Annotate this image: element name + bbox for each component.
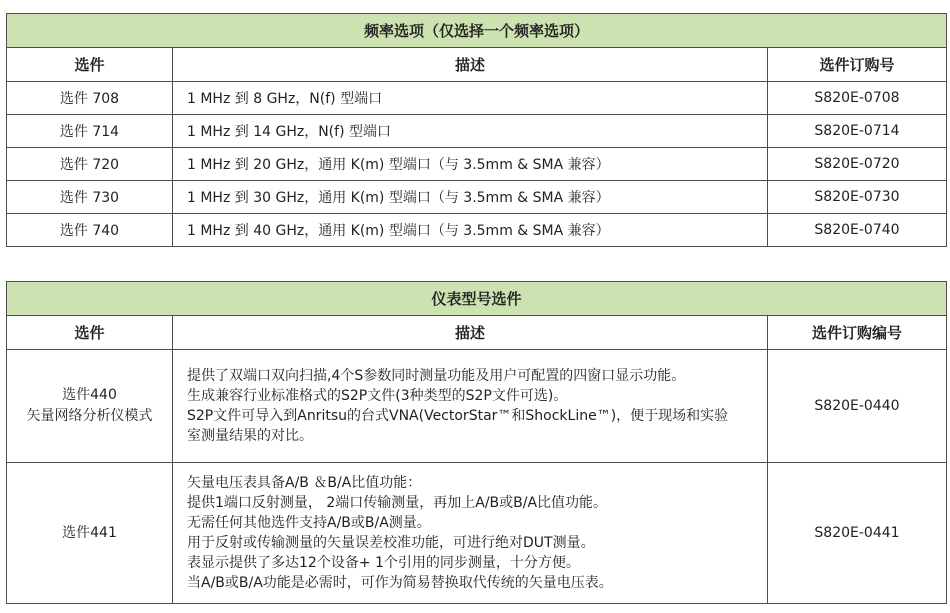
description-cell	[173, 350, 768, 463]
description-cell: 1 MHz 到 30 GHz，通用 K(m) 型端口（与 3.5mm & SMA 兼容）	[173, 181, 768, 214]
table-row	[7, 463, 947, 604]
table-row	[7, 214, 947, 247]
order-number-cell: S820E-0730	[768, 181, 947, 214]
description-line: 当A/B或B/A功能是必需时，可作为简易替换取代传统的矢量电压表。	[187, 575, 613, 591]
order-number-cell: S820E-0441	[768, 463, 947, 604]
frequency-table-title: 频率选项（仅选择一个频率选项）	[7, 14, 947, 48]
table-row	[7, 115, 947, 148]
table-row	[7, 148, 947, 181]
frequency-table-header-row	[7, 48, 947, 82]
description-line: 提供了双端口双向扫描,4个S参数同时测量功能及用户可配置的四窗口显示功能。	[187, 368, 686, 384]
frequency-options-table	[6, 13, 947, 247]
model-options-table	[6, 281, 947, 604]
description-cell: 1 MHz 到 8 GHz，N(f) 型端口	[173, 82, 768, 115]
option-cell: 选件 714	[7, 115, 173, 148]
model-table-header-row	[7, 316, 947, 350]
table-row	[7, 181, 947, 214]
description-line: 表显示提供了多达12个设备+ 1个引用的同步测量，十分方便。	[187, 555, 580, 571]
frequency-table-title-row	[7, 14, 947, 48]
header-description: 描述	[173, 48, 768, 82]
option-name: 矢量网络分析仪模式	[26, 408, 153, 424]
description-cell: 1 MHz 到 40 GHz，通用 K(m) 型端口（与 3.5mm & SMA 兼容）	[173, 214, 768, 247]
option-cell: 选件 730	[7, 181, 173, 214]
header-order-number: 选件订购编号	[768, 316, 947, 350]
option-cell: 选件 708	[7, 82, 173, 115]
option-cell	[7, 350, 173, 463]
model-table-title: 仪表型号选件	[7, 282, 947, 316]
table-row	[7, 350, 947, 463]
description-line: 矢量电压表具备A/B ＆B/A比值功能：	[187, 475, 422, 491]
description-cell	[173, 463, 768, 604]
option-code: 选件440	[62, 387, 117, 403]
model-table-title-row	[7, 282, 947, 316]
header-order-number: 选件订购号	[768, 48, 947, 82]
description-cell: 1 MHz 到 14 GHz，N(f) 型端口	[173, 115, 768, 148]
order-number-cell: S820E-0740	[768, 214, 947, 247]
header-description: 描述	[173, 316, 768, 350]
order-number-cell: S820E-0720	[768, 148, 947, 181]
description-line: 生成兼容行业标准格式的S2P文件(3种类型的S2P文件可选)。	[187, 388, 568, 404]
header-option: 选件	[7, 48, 173, 82]
order-number-cell: S820E-0708	[768, 82, 947, 115]
order-number-cell: S820E-0440	[768, 350, 947, 463]
description-line: 提供1端口反射测量， 2端口传输测量，再加上A/B或B/A比值功能。	[187, 495, 608, 511]
description-line: S2P文件可导入到Anritsu的台式VNA(VectorStar™和ShockLine™)，便于现场和实验	[187, 408, 729, 424]
description-line: 用于反射或传输测量的矢量误差校准功能，可进行绝对DUT测量。	[187, 535, 595, 551]
description-cell: 1 MHz 到 20 GHz，通用 K(m) 型端口（与 3.5mm & SMA 兼容）	[173, 148, 768, 181]
description-line: 无需任何其他选件支持A/B或B/A测量。	[187, 515, 431, 531]
option-code: 选件441	[62, 524, 117, 541]
description-line: 室测量结果的对比。	[187, 428, 313, 444]
order-number-cell: S820E-0714	[768, 115, 947, 148]
option-cell: 选件 740	[7, 214, 173, 247]
option-cell	[7, 463, 173, 604]
table-row	[7, 82, 947, 115]
header-option: 选件	[7, 316, 173, 350]
option-cell: 选件 720	[7, 148, 173, 181]
